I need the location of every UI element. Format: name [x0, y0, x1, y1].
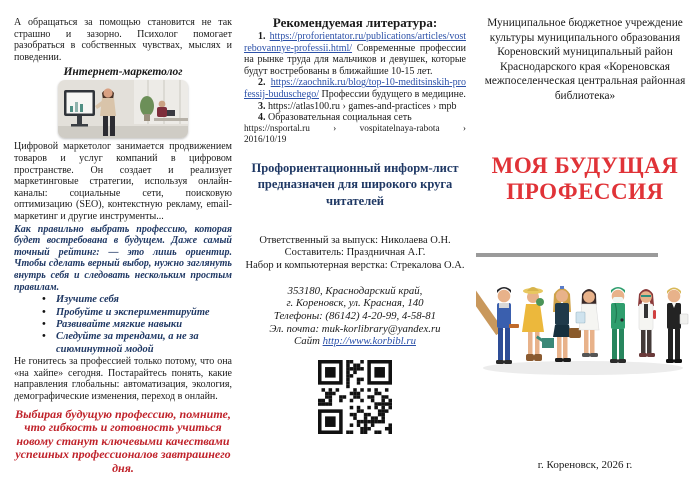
item-number: 1.	[258, 31, 266, 42]
rules-list	[14, 294, 232, 356]
professionals-group-illustration	[476, 256, 691, 386]
zaochnik-link[interactable]: https://zaochnik.ru/blog/top-10-meditsinskih-professij-buduschego/	[244, 77, 466, 100]
scientist-figure	[638, 289, 656, 357]
builder-figure	[476, 287, 519, 364]
surgeon-figure	[610, 287, 626, 363]
item-number: 4.	[258, 112, 266, 124]
list-item	[44, 319, 232, 331]
address-block	[244, 285, 466, 348]
advice-paragraph: Как правильно выбрать профессию, которая будет востребована в будущем. Даже самый точный рейтинг: — это лишь ориентир. Чтобы сделать верный выбор, нужно заглянуть внутрь себя и следовать нескольким простым правилам.	[14, 223, 232, 293]
item-text: https://atlas100.ru › games-and-practices › mpb	[268, 100, 457, 112]
credits-block	[244, 235, 466, 272]
rule-text: Развивайте мягкие навыки	[56, 318, 183, 330]
rule-text: Изучите себя	[56, 294, 119, 306]
title-line-2: ПРОФЕССИЯ	[506, 178, 664, 204]
rule-text: Пробуйте и экспериментируйте	[56, 306, 210, 318]
psychologist-paragraph: А обращаться за помощью становится не так страшно и зазорно. Психолог помогает разобраться в собственных чувствах, мыслях и поведении.	[14, 17, 232, 63]
closing-paragraph: Выбирая будущую профессию, помните, что гибкость и готовность учиться новому станут ключевыми качествами успешных профессионалов завтрашнего дня.	[15, 406, 231, 475]
office-photo-illustration	[58, 80, 188, 138]
middle-column	[244, 0, 466, 495]
organization-name: Муниципальное бюджетное учреждение культуры муниципального образования Кореновский муниципальный район Краснодарского края «Кореновская межпоселенческая центральная районная библиотека»	[484, 17, 686, 102]
library-site-link[interactable]: http://www.korbibl.ru	[322, 335, 416, 348]
item-text: Профессии будущего в медицине.	[321, 88, 466, 100]
nurse-figure	[576, 289, 599, 357]
site-label: Сайт	[294, 335, 323, 348]
credit-line: Ответственный за выпуск: Николаева О.Н.	[259, 235, 451, 247]
address-line: Эл. почта: muk-korlibrary@yandex.ru	[269, 322, 441, 335]
literature-item-1	[244, 31, 466, 77]
marketer-heading: Интернет-маркетолог	[63, 66, 183, 79]
marketer-photo	[58, 80, 188, 138]
address-line: Телефоны: (86142) 4-20-99, 4-58-81	[273, 310, 437, 323]
businessman-figure	[666, 287, 688, 363]
address-line: г. Кореновск, ул. Красная, 140	[286, 297, 424, 310]
credit-line: Набор и компьютерная верстка: Стрекалова О.А.	[245, 259, 465, 271]
professions-illustration	[476, 256, 694, 386]
proforientator-link[interactable]: https://proforientator.ru/publications/articles/vostrebovannye-professii.html/	[244, 31, 466, 54]
businesswoman-figure	[553, 286, 581, 362]
item-text: Современные профессии на рынке труда для мальчиков и девушек, которые будут востребованы в ближайшие 10-15 лет.	[244, 42, 466, 77]
image-frame-top	[476, 253, 658, 257]
address-line: 353180, Краснодарский край,	[287, 284, 423, 297]
literature-item-2	[244, 77, 466, 100]
city-year-footer: г. Кореновск, 2026 г.	[537, 459, 633, 471]
hype-paragraph: Не гонитесь за профессией только потому, что она «на хайпе» сегодня. Постарайтесь понять, какие направления глобальны: автоматизация, экология, демографические изменения, переход в онлайн.	[14, 356, 232, 402]
literature-item-3	[244, 101, 466, 113]
title-line-1: МОЯ БУДУЩАЯ	[491, 152, 679, 178]
literature-item-4	[244, 112, 466, 124]
list-item	[44, 307, 232, 319]
list-item	[44, 331, 232, 356]
credit-line: Составитель: Праздничная А.Г.	[284, 247, 426, 259]
farmer-figure	[522, 287, 554, 361]
literature-heading: Рекомендуемая литература:	[272, 15, 438, 30]
purpose-statement: Профориентационный информ-лист предназначен для широкого круга читателей	[251, 160, 459, 208]
page-title	[476, 153, 694, 205]
qr-code-graphic	[318, 360, 392, 434]
left-column	[14, 0, 232, 495]
item-number: 3.	[258, 100, 266, 112]
item-number: 2.	[258, 77, 266, 89]
rule-text: Следуйте за трендами, а не за сиюминутной модой	[56, 331, 199, 355]
right-column	[476, 0, 694, 495]
item-text: Образовательная социальная сеть	[268, 112, 412, 124]
marketer-paragraph: Цифровой маркетолог занимается продвижением товаров и услуг компаний в цифровом пространстве. Он создает и реализует маркетинговые стратегии, используя онлайн-каналы: социальные сети, поисковую оптимизацию (SEO), контекстную рекламу, email-маркетинг и другие инструменты...	[14, 141, 232, 222]
nsportal-reference: https://nsportal.ru › vospitatelnaya-rabota › 2016/10/19	[244, 123, 466, 145]
site-line	[244, 335, 466, 348]
list-item	[44, 294, 232, 306]
qr-code	[318, 360, 392, 439]
